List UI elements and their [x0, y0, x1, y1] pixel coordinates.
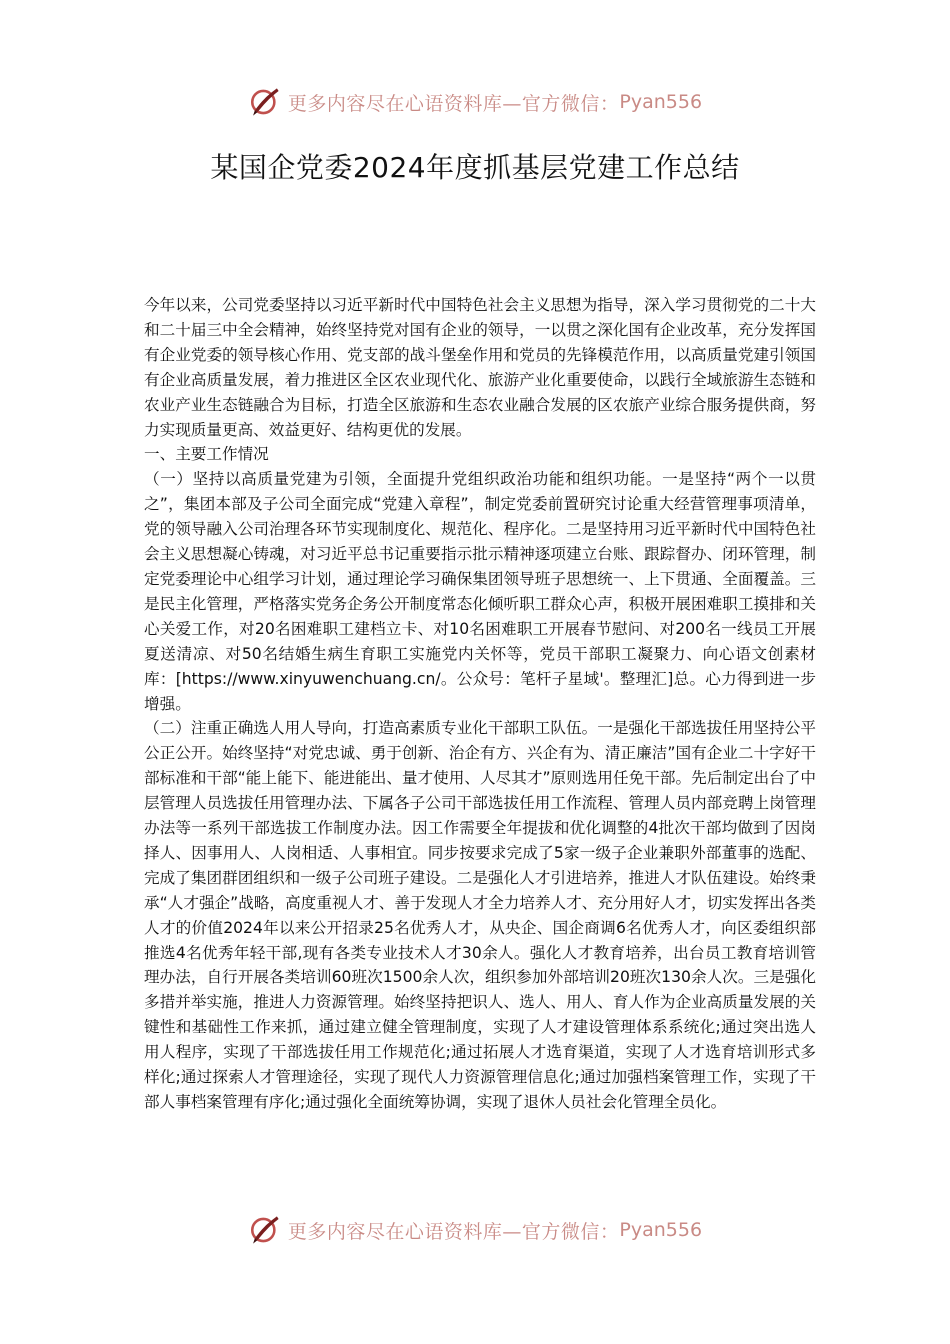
- banner-wechat-id: Pyan556: [619, 1219, 703, 1241]
- banner-wechat-id: Pyan556: [619, 91, 703, 113]
- banner-text: 更多内容尽在心语资料库—官方微信：: [287, 92, 620, 115]
- document-body: [144, 293, 816, 1115]
- footer-watermark-banner: [0, 1210, 950, 1250]
- paragraph-talent-selection: （二）注重正确选人用人导向，打造高素质专业化干部职工队伍。一是强化干部选拔任用坚持公平公正公开。始终坚持“对党忠诚、勇于创新、治企有方、兴企有为、清正廉洁”国有企业二十字好干部标准和干部“能上能下、能进能出、量才使用、人尽其才”原则选用任免干部。先后制定出台了中层管理人员选拔任用管理办法、下属各子公司干部选拔任用工作流程、管理人员内部竞聘上岗管理办法等一系列干部选拔工作制度办法。因工作需要全年提拔和优化调整的4批次干部均做到了因岗择人、因事用人、人岗相适、人事相宜。同步按要求完成了5家一级子企业兼职外部董事的选配、完成了集团群团组织和一级子公司班子建设。二是强化人才引进培养，推进人才队伍建设。始终秉承“人才强企”战略，高度重视人才、善于发现人才全力培养人才、充分用好人才，切实发挥出各类人才的价值2024年以来公开招录25名优秀人才，从央企、国企商调6名优秀人才，向区委组织部推选4名优秀年轻干部,现有各类专业技术人才30余人。强化人才教育培养，出台员工教育培训管理办法，自行开展各类培训60班次1500余人次，组织参加外部培训20班次130余人次。三是强化多措并举实施，推进人力资源管理。始终坚持把识人、选人、用人、育人作为企业高质量发展的关键性和基础性工作来抓，通过建立健全管理制度，实现了人才建设管理体系系统化;通过突出选人用人程序，实现了干部选拔任用工作规范化;通过拓展人才选育渠道，实现了人才选育培训形式多样化;通过探索人才管理途径，实现了现代人力资源管理信息化;通过加强档案管理工作，实现了干部人事档案管理有序化;通过强化全面统筹协调，实现了退休人员社会化管理全员化。: [144, 719, 816, 1111]
- banner-text: 更多内容尽在心语资料库—官方微信：: [287, 1220, 620, 1243]
- pen-logo-icon: [248, 1213, 282, 1247]
- document-title: 某国企党委2024年度抓基层党建工作总结: [210, 151, 740, 184]
- paragraph-party-building: （一）坚持以高质量党建为引领，全面提升党组织政治功能和组织功能。一是坚持“两个一以贯之”，集团本部及子公司全面完成“党建入章程”，制定党委前置研究讨论重大经营管理事项清单，党的领导融入公司治理各环节实现制度化、规范化、程序化。二是坚持用习近平新时代中国特色社会主义思想凝心铸魂，对习近平总书记重要指示批示精神逐项建立台账、跟踪督办、闭环管理，制定党委理论中心组学习计划，通过理论学习确保集团领导班子思想统一、上下贯通、全面覆盖。三是民主化管理，严格落实党务企务公开制度常态化倾听职工群众心声，积极开展困难职工摸排和关心关爱工作，对20名困难职工建档立卡、对10名困难职工开展春节慰问、对200名一线员工开展夏送清凉、对50名结婚生病生育职工实施党内关怀等，党员干部职工凝聚力、向心语文创素材库：[https://www.xinyuwenchuang.cn/。公众号：笔杆子星域'。整理汇]总。心力得到进一步增强。: [144, 470, 816, 713]
- header-watermark-banner: [0, 82, 950, 122]
- section-heading-main-work: 一、主要工作情况: [144, 445, 269, 464]
- pen-logo-icon: [248, 85, 282, 119]
- intro-paragraph: 今年以来，公司党委坚持以习近平新时代中国特色社会主义思想为指导，深入学习贯彻党的二十大和二十届三中全会精神，始终坚持党对国有企业的领导，一以贯之深化国有企业改革，充分发挥国有企业党委的领导核心作用、党支部的战斗堡垒作用和党员的先锋模范作用，以高质量党建引领国有企业高质量发展，着力推进区全区农业现代化、旅游产业化重要使命，以践行全域旅游生态链和农业产业生态链融合为目标，打造全区旅游和生态农业融合发展的区农旅产业综合服务提供商，努力实现质量更高、效益更好、结构更优的发展。: [144, 296, 816, 439]
